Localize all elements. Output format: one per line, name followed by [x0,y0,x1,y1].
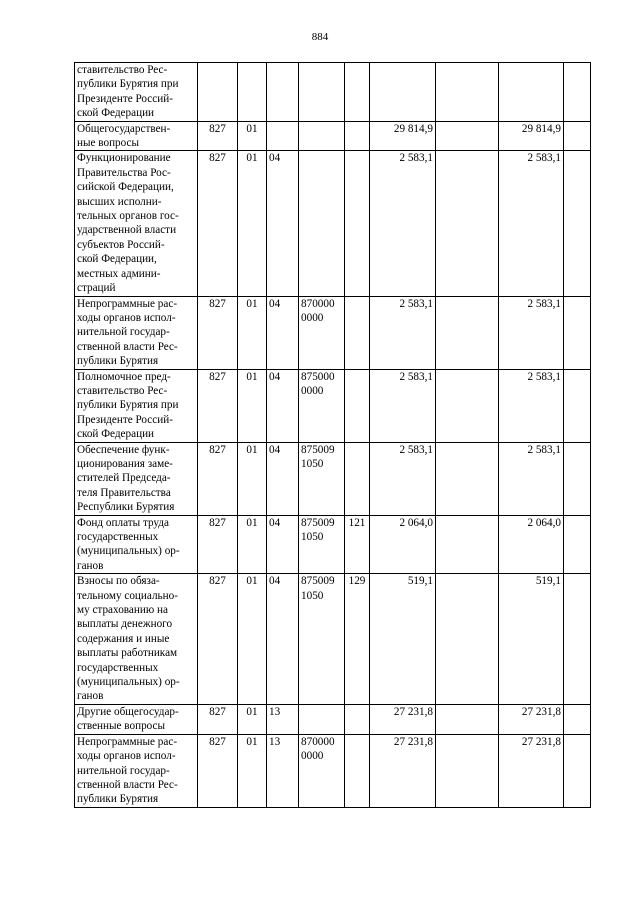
cell-ministry-code: 827 [198,121,238,151]
cell-subsection: 04 [267,369,299,442]
cell-amount [370,63,436,122]
table-row [75,515,591,574]
cell-ministry-code: 827 [198,515,238,574]
cell-col8 [436,442,499,515]
cell-ministry-code: 827 [198,296,238,369]
cell-subsection: 04 [267,515,299,574]
cell-col8 [436,296,499,369]
cell-subsection [267,121,299,151]
cell-col8 [436,704,499,734]
cell-target-article: 875000 0000 [299,369,345,442]
cell-expense-type: 129 [345,574,370,705]
cell-col10 [564,63,591,122]
cell-name: Фонд оплаты труда государственных (муниципальных) ор- ганов [75,515,198,574]
table-row [75,704,591,734]
cell-section [238,63,267,122]
cell-ministry-code: 827 [198,704,238,734]
cell-subsection: 04 [267,442,299,515]
cell-expense-type [345,296,370,369]
cell-section: 01 [238,515,267,574]
cell-amount: 27 231,8 [370,704,436,734]
cell-ministry-code [198,63,238,122]
cell-amount-total: 29 814,9 [499,121,564,151]
cell-name: Непрограммные рас- ходы органов испол- нительной государ- ственной власти Рес- публики Бурятия [75,734,198,807]
cell-col8 [436,574,499,705]
cell-target-article [299,704,345,734]
cell-ministry-code: 827 [198,574,238,705]
cell-col10 [564,704,591,734]
table-row [75,151,591,296]
cell-expense-type [345,63,370,122]
cell-amount: 2 583,1 [370,369,436,442]
cell-col8 [436,734,499,807]
cell-amount: 2 583,1 [370,151,436,296]
cell-name: Функционирование Правительства Рос- сийской Федерации, высших исполни- тельных органов гос- ударственной власти субъектов Россий- ской Федерации, местных админи- страций [75,151,198,296]
cell-target-article [299,121,345,151]
budget-table [74,62,591,808]
cell-subsection: 04 [267,151,299,296]
cell-name: Другие общегосудар- ственные вопросы [75,704,198,734]
cell-target-article [299,151,345,296]
cell-col8 [436,369,499,442]
cell-subsection: 13 [267,734,299,807]
cell-section: 01 [238,369,267,442]
cell-ministry-code: 827 [198,369,238,442]
cell-section: 01 [238,151,267,296]
cell-expense-type [345,704,370,734]
cell-col8 [436,515,499,574]
cell-target-article: 875009 1050 [299,442,345,515]
cell-amount-total: 27 231,8 [499,704,564,734]
cell-name: ставительство Рес- публики Бурятия при Президенте Россий- ской Федерации [75,63,198,122]
table-row [75,442,591,515]
cell-target-article: 870000 0000 [299,296,345,369]
cell-col10 [564,515,591,574]
table-row [75,121,591,151]
cell-target-article: 875009 1050 [299,574,345,705]
cell-ministry-code: 827 [198,442,238,515]
cell-amount-total: 2 583,1 [499,442,564,515]
cell-name: Общегосударствен- ные вопросы [75,121,198,151]
cell-ministry-code: 827 [198,734,238,807]
cell-name: Полномочное пред- ставительство Рес- публики Бурятия при Президенте Россий- ской Федерации [75,369,198,442]
cell-expense-type [345,734,370,807]
cell-name: Непрограммные рас- ходы органов испол- нительной государ- ственной власти Рес- публики Бурятия [75,296,198,369]
cell-amount-total: 519,1 [499,574,564,705]
cell-amount: 29 814,9 [370,121,436,151]
cell-col10 [564,151,591,296]
cell-expense-type [345,121,370,151]
cell-subsection [267,63,299,122]
cell-expense-type: 121 [345,515,370,574]
cell-col10 [564,121,591,151]
table-row [75,296,591,369]
cell-amount: 2 064,0 [370,515,436,574]
cell-col10 [564,296,591,369]
cell-amount: 2 583,1 [370,296,436,369]
budget-table-body [75,63,591,808]
cell-section: 01 [238,574,267,705]
cell-section: 01 [238,704,267,734]
cell-subsection: 04 [267,574,299,705]
cell-col8 [436,151,499,296]
table-row [75,63,591,122]
cell-col10 [564,734,591,807]
cell-name: Обеспечение функ- ционирования заме- стителей Председа- теля Правительства Республики Бурятия [75,442,198,515]
cell-section: 01 [238,734,267,807]
cell-col10 [564,442,591,515]
cell-expense-type [345,369,370,442]
cell-subsection: 04 [267,296,299,369]
cell-section: 01 [238,121,267,151]
cell-target-article: 875009 1050 [299,515,345,574]
cell-section: 01 [238,296,267,369]
cell-col10 [564,574,591,705]
cell-amount: 2 583,1 [370,442,436,515]
table-row [75,369,591,442]
cell-amount-total: 27 231,8 [499,734,564,807]
cell-col8 [436,63,499,122]
cell-expense-type [345,442,370,515]
cell-amount-total: 2 064,0 [499,515,564,574]
cell-col10 [564,369,591,442]
cell-amount-total: 2 583,1 [499,369,564,442]
cell-expense-type [345,151,370,296]
cell-col8 [436,121,499,151]
cell-subsection: 13 [267,704,299,734]
cell-amount: 27 231,8 [370,734,436,807]
cell-ministry-code: 827 [198,151,238,296]
cell-amount-total: 2 583,1 [499,296,564,369]
table-row [75,734,591,807]
cell-target-article [299,63,345,122]
cell-section: 01 [238,442,267,515]
cell-amount: 519,1 [370,574,436,705]
table-row [75,574,591,705]
cell-amount-total [499,63,564,122]
cell-name: Взносы по обяза- тельному социально- му страхованию на выплаты денежного содержания и иные выплаты работникам государственных (муниципальных) ор- ганов [75,574,198,705]
page-number: 884 [311,31,329,43]
cell-target-article: 870000 0000 [299,734,345,807]
cell-amount-total: 2 583,1 [499,151,564,296]
